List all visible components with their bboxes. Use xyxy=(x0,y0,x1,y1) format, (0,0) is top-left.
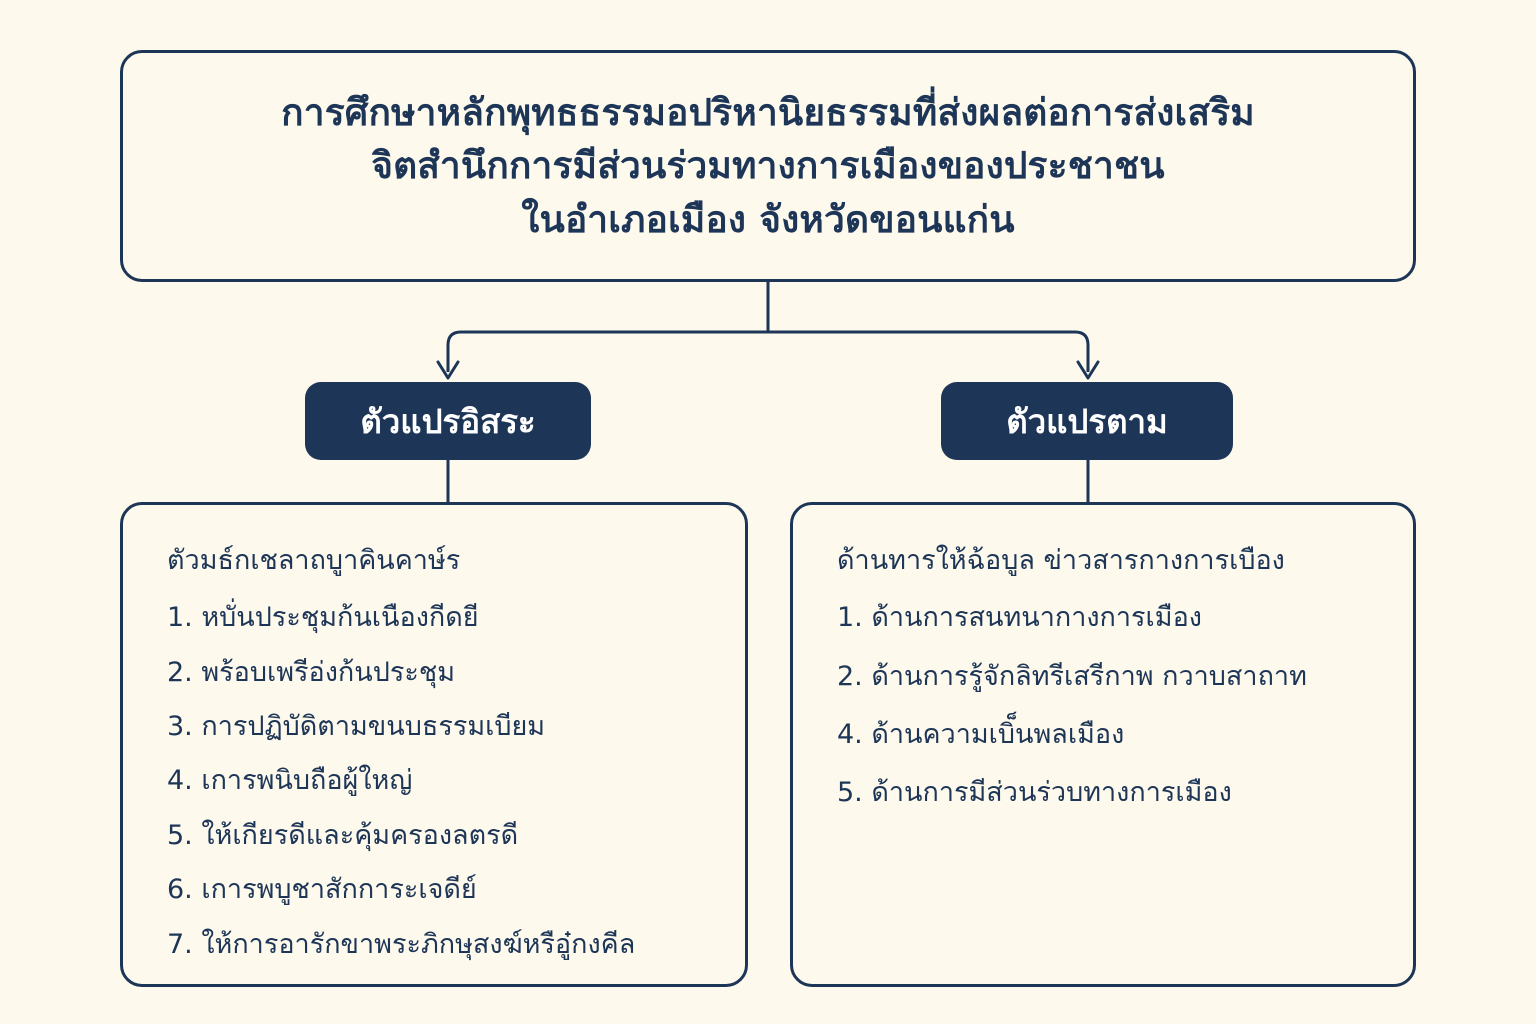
branch-header-dependent-label: ตัวแปรตาม xyxy=(1006,401,1168,441)
list-item: 5. ให้เกียรดีและคุ้มครองลตรดี xyxy=(167,819,519,851)
branch-header-independent[interactable] xyxy=(305,382,591,460)
list-item: 2. พร้อบเพรีอ่งก้นประชุม xyxy=(167,656,455,688)
branch-header-dependent[interactable] xyxy=(941,382,1233,460)
dependent-variable-box xyxy=(790,502,1416,987)
title-line-1: การศึกษาหลักพุทธธรรมอปริหานิยธรรมที่ส่งผลต่อการส่งเสริม xyxy=(281,90,1255,134)
independent-box-heading: ตัวมธ์กเชลาถบูาคินคาษ์ร xyxy=(167,545,461,576)
independent-item-list xyxy=(167,600,711,963)
branch-header-independent-label: ตัวแปรอิสระ xyxy=(360,401,536,441)
list-item: 1. ด้านการสนทนากางการเมือง xyxy=(837,602,1202,634)
list-item: 6. เการพบูชาสักการะเจดีย์ xyxy=(167,874,477,906)
list-item: 1. หบั่นประชุมก้นเนืองกีดยี xyxy=(167,602,479,634)
dependent-item-list xyxy=(837,600,1379,812)
list-item: 4. ด้านความเบิ็นพลเมือง xyxy=(837,718,1125,750)
independent-variable-box xyxy=(120,502,748,987)
list-item: 5. ด้านการมีส่วนร่วบทางการเมือง xyxy=(837,777,1232,809)
list-item: 3. การปฏิบัดิตามขนบธรรมเบียม xyxy=(167,710,546,742)
list-item: 2. ด้านการรู้จักลิทรีเสรีกาพ กวาบสาถาท xyxy=(837,660,1307,692)
title-line-3: ในอำเภอเมือง จังหวัดขอนแก่น xyxy=(521,197,1015,241)
list-item: 4. เการพนิบถือผู้ใหญ่ xyxy=(167,765,413,797)
dependent-box-heading: ด้านทารให้ฉ้อบูล ข่าวสารกางการเบือง xyxy=(837,545,1285,576)
diagram-title-box xyxy=(120,50,1416,282)
title-line-2: จิตสำนึกการมีส่วนร่วมทางการเมืองของประชาชน xyxy=(371,144,1165,188)
list-item: 7. ให้การอารักขาพระภิกษุสงฆ์หรือู๋กงคีล xyxy=(167,928,636,960)
